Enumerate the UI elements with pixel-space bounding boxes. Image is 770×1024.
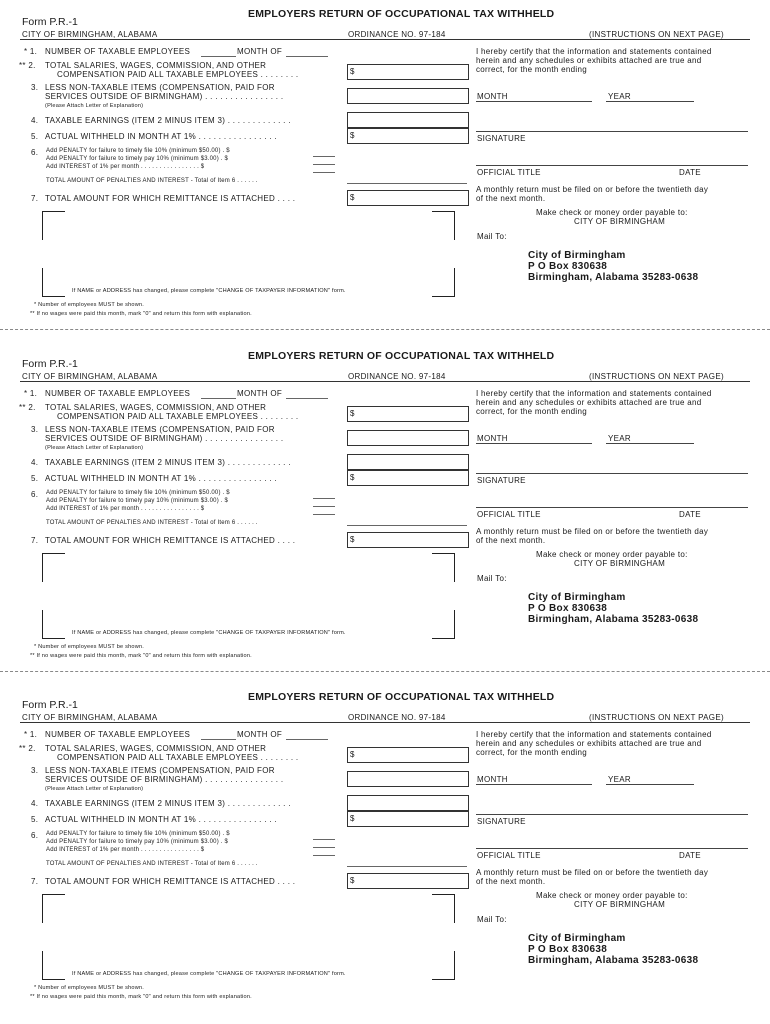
signature-label: SIGNATURE xyxy=(477,817,526,826)
item-2-marker: ** 2. xyxy=(19,403,36,412)
tax-return-form-copy-2 xyxy=(0,342,770,683)
item-2-marker: ** 2. xyxy=(19,744,36,753)
change-of-address-note: If NAME or ADDRESS has changed, please complete "CHANGE OF TAXPAYER INFORMATION" form. xyxy=(72,971,346,977)
certify-line2: herein and any schedules or exhibits attached are true and xyxy=(476,56,702,65)
item-5-amount-field[interactable] xyxy=(347,128,469,144)
address-window-corner-top-left xyxy=(42,211,65,240)
date-label: DATE xyxy=(679,168,701,177)
ordinance-number: ORDINANCE NO. 97-184 xyxy=(348,713,446,722)
month-label: MONTH xyxy=(477,92,508,101)
certify-line3: correct, for the month ending xyxy=(476,407,587,416)
item-3-note: (Please Attach Letter of Explanation) xyxy=(45,103,144,109)
employee-count-field[interactable] xyxy=(201,398,236,399)
item-2-label-line1: TOTAL SALARIES, WAGES, COMMISSION, AND OTHER xyxy=(45,61,267,70)
item-6-total-field[interactable] xyxy=(347,866,467,867)
item-3-amount-field[interactable] xyxy=(347,771,469,787)
item-5-marker: 5. xyxy=(31,132,39,141)
payable-to-line2: CITY OF BIRMINGHAM xyxy=(574,559,666,568)
monthly-filing-note-line1: A monthly return must be filed on or before the twentieth day xyxy=(476,185,709,194)
penalty-file-field[interactable] xyxy=(313,498,335,499)
item-1-marker: * 1. xyxy=(24,47,38,56)
item-7-marker: 7. xyxy=(31,194,39,203)
ordinance-number: ORDINANCE NO. 97-184 xyxy=(348,372,446,381)
item-3-marker: 3. xyxy=(31,83,39,92)
item-2-label-line1: TOTAL SALARIES, WAGES, COMMISSION, AND OTHER xyxy=(45,403,267,412)
penalty-file-field[interactable] xyxy=(313,839,335,840)
item-5-label: ACTUAL WITHHELD IN MONTH AT 1% . . . . . . . . . . . . . . . . xyxy=(45,474,277,483)
item-3-label-line1: LESS NON-TAXABLE ITEMS (COMPENSATION, PAID FOR xyxy=(45,766,275,775)
item-6-total-label: TOTAL AMOUNT OF PENALTIES AND INTEREST - Total of Item 6 . . . . . . xyxy=(46,861,258,867)
certify-line2: herein and any schedules or exhibits attached are true and xyxy=(476,739,702,748)
item-1-marker: * 1. xyxy=(24,730,38,739)
official-title-label: OFFICIAL TITLE xyxy=(477,168,541,177)
month-label: MONTH xyxy=(477,775,508,784)
item-2-label-line2: COMPENSATION PAID ALL TAXABLE EMPLOYEES . . . . . . . . xyxy=(57,412,299,421)
address-window-corner-bottom-left xyxy=(42,268,65,297)
penalty-file-field[interactable] xyxy=(313,156,335,157)
item-3-amount-field[interactable] xyxy=(347,88,469,104)
footnote-no-wages: ** If no wages were paid this month, mark "0" and return this form with explanation. xyxy=(30,994,252,1000)
penalty-pay-field[interactable] xyxy=(313,164,335,165)
mail-to-label: Mail To: xyxy=(477,915,507,924)
item-7-amount-field[interactable] xyxy=(347,873,469,889)
certify-line1: I hereby certify that the information and statements contained xyxy=(476,730,712,739)
item-6-penalty-file-label: Add PENALTY for failure to timely file 10% (minimum $50.00) . $ xyxy=(46,831,230,837)
city-line: CITY OF BIRMINGHAM, ALABAMA xyxy=(22,372,158,381)
signature-field[interactable] xyxy=(476,131,748,132)
item-4-marker: 4. xyxy=(31,458,39,467)
item-6-marker: 6. xyxy=(31,490,39,499)
header-rule xyxy=(20,381,750,382)
item-7-label: TOTAL AMOUNT FOR WHICH REMITTANCE IS ATTACHED . . . . xyxy=(45,536,296,545)
item-3-amount-field[interactable] xyxy=(347,430,469,446)
date-label: DATE xyxy=(679,510,701,519)
item-6-penalty-pay-label: Add PENALTY for failure to timely pay 10% (minimum $3.00) . $ xyxy=(46,839,229,845)
item-4-amount-field[interactable] xyxy=(347,454,469,470)
instructions-note: (INSTRUCTIONS ON NEXT PAGE) xyxy=(589,713,724,722)
monthly-filing-note-line2: of the next month. xyxy=(476,877,546,886)
year-field[interactable] xyxy=(606,784,694,785)
item-3-label-line2: SERVICES OUTSIDE OF BIRMINGHAM) . . . . . . . . . . . . . . . . xyxy=(45,92,284,101)
interest-field[interactable] xyxy=(313,172,335,173)
perforation-line xyxy=(0,329,770,330)
item-5-amount-field[interactable] xyxy=(347,470,469,486)
payable-to-line1: Make check or money order payable to: xyxy=(536,550,688,559)
dollar-sign: $ xyxy=(350,131,355,140)
footnote-employees: * Number of employees MUST be shown. xyxy=(34,302,145,308)
mail-address-line3: Birmingham, Alabama 35283-0638 xyxy=(528,614,699,625)
city-line: CITY OF BIRMINGHAM, ALABAMA xyxy=(22,30,158,39)
item-1-label: NUMBER OF TAXABLE EMPLOYEES xyxy=(45,730,191,739)
item-2-amount-field[interactable] xyxy=(347,64,469,80)
certify-line1: I hereby certify that the information and statements contained xyxy=(476,389,712,398)
item-2-label-line2: COMPENSATION PAID ALL TAXABLE EMPLOYEES . . . . . . . . xyxy=(57,753,299,762)
certify-line1: I hereby certify that the information and statements contained xyxy=(476,47,712,56)
item-1-marker: * 1. xyxy=(24,389,38,398)
item-3-label-line1: LESS NON-TAXABLE ITEMS (COMPENSATION, PAID FOR xyxy=(45,83,275,92)
item-6-total-label: TOTAL AMOUNT OF PENALTIES AND INTEREST - Total of Item 6 . . . . . . xyxy=(46,178,258,184)
month-field[interactable] xyxy=(476,784,592,785)
penalty-pay-field[interactable] xyxy=(313,506,335,507)
dollar-sign: $ xyxy=(350,814,355,823)
item-3-marker: 3. xyxy=(31,766,39,775)
item-2-amount-field[interactable] xyxy=(347,747,469,763)
payable-to-line1: Make check or money order payable to: xyxy=(536,208,688,217)
form-title: EMPLOYERS RETURN OF OCCUPATIONAL TAX WITHHELD xyxy=(248,350,555,362)
mail-address-line3: Birmingham, Alabama 35283-0638 xyxy=(528,955,699,966)
mail-address-line2: P O Box 830638 xyxy=(528,603,608,614)
interest-field[interactable] xyxy=(313,855,335,856)
item-2-label-line2: COMPENSATION PAID ALL TAXABLE EMPLOYEES . . . . . . . . xyxy=(57,70,299,79)
item-6-interest-label: Add INTEREST of 1% per month . . . . . . . . . . . . . . . . $ xyxy=(46,506,205,512)
item-3-label-line2: SERVICES OUTSIDE OF BIRMINGHAM) . . . . . . . . . . . . . . . . xyxy=(45,775,284,784)
instructions-note: (INSTRUCTIONS ON NEXT PAGE) xyxy=(589,372,724,381)
mail-address-line3: Birmingham, Alabama 35283-0638 xyxy=(528,272,699,283)
tax-return-form-copy-3 xyxy=(0,683,770,1024)
item-5-amount-field[interactable] xyxy=(347,811,469,827)
item-7-marker: 7. xyxy=(31,877,39,886)
item-7-amount-field[interactable] xyxy=(347,532,469,548)
signature-field[interactable] xyxy=(476,814,748,815)
year-label: YEAR xyxy=(608,92,631,101)
year-label: YEAR xyxy=(608,434,631,443)
item-6-penalty-pay-label: Add PENALTY for failure to timely pay 10% (minimum $3.00) . $ xyxy=(46,498,229,504)
year-field[interactable] xyxy=(606,443,694,444)
form-number-label: Form P.R.-1 xyxy=(22,358,78,370)
item-5-marker: 5. xyxy=(31,474,39,483)
tax-return-form-copy-1 xyxy=(0,0,770,341)
item-7-marker: 7. xyxy=(31,536,39,545)
item-4-marker: 4. xyxy=(31,116,39,125)
monthly-filing-note-line2: of the next month. xyxy=(476,536,546,545)
official-title-label: OFFICIAL TITLE xyxy=(477,510,541,519)
payable-to-line1: Make check or money order payable to: xyxy=(536,891,688,900)
address-window-corner-bottom-right xyxy=(432,268,455,297)
month-field[interactable] xyxy=(476,443,592,444)
dollar-sign: $ xyxy=(350,750,355,759)
form-title: EMPLOYERS RETURN OF OCCUPATIONAL TAX WITHHELD xyxy=(248,691,555,703)
footnote-employees: * Number of employees MUST be shown. xyxy=(34,985,145,991)
payable-to-line2: CITY OF BIRMINGHAM xyxy=(574,217,666,226)
month-of-field[interactable] xyxy=(286,398,328,399)
item-4-label: TAXABLE EARNINGS (ITEM 2 MINUS ITEM 3) . . . . . . . . . . . . . xyxy=(45,116,291,125)
mail-address-line2: P O Box 830638 xyxy=(528,944,608,955)
form-title: EMPLOYERS RETURN OF OCCUPATIONAL TAX WITHHELD xyxy=(248,8,555,20)
footnote-no-wages: ** If no wages were paid this month, mark "0" and return this form with explanation. xyxy=(30,653,252,659)
address-window-corner-bottom-left xyxy=(42,610,65,639)
certify-line3: correct, for the month ending xyxy=(476,65,587,74)
signature-label: SIGNATURE xyxy=(477,134,526,143)
mail-to-label: Mail To: xyxy=(477,574,507,583)
dollar-sign: $ xyxy=(350,876,355,885)
address-window-corner-top-right xyxy=(432,553,455,582)
certify-line3: correct, for the month ending xyxy=(476,748,587,757)
item-3-note: (Please Attach Letter of Explanation) xyxy=(45,445,144,451)
item-3-marker: 3. xyxy=(31,425,39,434)
item-1-month-label: MONTH OF xyxy=(237,730,283,739)
official-title-label: OFFICIAL TITLE xyxy=(477,851,541,860)
item-5-label: ACTUAL WITHHELD IN MONTH AT 1% . . . . . . . . . . . . . . . . xyxy=(45,132,277,141)
month-of-field[interactable] xyxy=(286,739,328,740)
header-rule xyxy=(20,39,750,40)
mail-address-line1: City of Birmingham xyxy=(528,592,626,603)
item-6-interest-label: Add INTEREST of 1% per month . . . . . . . . . . . . . . . . $ xyxy=(46,164,205,170)
employee-count-field[interactable] xyxy=(201,739,236,740)
year-field[interactable] xyxy=(606,101,694,102)
address-window-corner-bottom-right xyxy=(432,610,455,639)
item-3-note: (Please Attach Letter of Explanation) xyxy=(45,786,144,792)
item-6-penalty-file-label: Add PENALTY for failure to timely file 10% (minimum $50.00) . $ xyxy=(46,490,230,496)
address-window-corner-top-left xyxy=(42,553,65,582)
item-2-amount-field[interactable] xyxy=(347,406,469,422)
item-4-label: TAXABLE EARNINGS (ITEM 2 MINUS ITEM 3) . . . . . . . . . . . . . xyxy=(45,458,291,467)
item-1-month-label: MONTH OF xyxy=(237,389,283,398)
date-label: DATE xyxy=(679,851,701,860)
footnote-employees: * Number of employees MUST be shown. xyxy=(34,644,145,650)
employee-count-field[interactable] xyxy=(201,56,236,57)
footnote-no-wages: ** If no wages were paid this month, mark "0" and return this form with explanation. xyxy=(30,311,252,317)
item-6-penalty-pay-label: Add PENALTY for failure to timely pay 10% (minimum $3.00) . $ xyxy=(46,156,229,162)
item-4-label: TAXABLE EARNINGS (ITEM 2 MINUS ITEM 3) . . . . . . . . . . . . . xyxy=(45,799,291,808)
monthly-filing-note-line1: A monthly return must be filed on or before the twentieth day xyxy=(476,868,709,877)
item-6-interest-label: Add INTEREST of 1% per month . . . . . . . . . . . . . . . . $ xyxy=(46,847,205,853)
address-window-corner-top-left xyxy=(42,894,65,923)
address-window-corner-top-right xyxy=(432,211,455,240)
change-of-address-note: If NAME or ADDRESS has changed, please complete "CHANGE OF TAXPAYER INFORMATION" form. xyxy=(72,630,346,636)
form-number-label: Form P.R.-1 xyxy=(22,699,78,711)
dollar-sign: $ xyxy=(350,409,355,418)
month-of-field[interactable] xyxy=(286,56,328,57)
item-6-marker: 6. xyxy=(31,148,39,157)
city-line: CITY OF BIRMINGHAM, ALABAMA xyxy=(22,713,158,722)
official-title-field[interactable] xyxy=(476,507,748,508)
item-6-marker: 6. xyxy=(31,831,39,840)
item-5-marker: 5. xyxy=(31,815,39,824)
dollar-sign: $ xyxy=(350,535,355,544)
item-7-amount-field[interactable] xyxy=(347,190,469,206)
item-1-label: NUMBER OF TAXABLE EMPLOYEES xyxy=(45,389,191,398)
item-1-label: NUMBER OF TAXABLE EMPLOYEES xyxy=(45,47,191,56)
dollar-sign: $ xyxy=(350,473,355,482)
item-2-label-line1: TOTAL SALARIES, WAGES, COMMISSION, AND OTHER xyxy=(45,744,267,753)
form-number-label: Form P.R.-1 xyxy=(22,16,78,28)
monthly-filing-note-line1: A monthly return must be filed on or before the twentieth day xyxy=(476,527,709,536)
dollar-sign: $ xyxy=(350,193,355,202)
item-3-label-line2: SERVICES OUTSIDE OF BIRMINGHAM) . . . . . . . . . . . . . . . . xyxy=(45,434,284,443)
month-label: MONTH xyxy=(477,434,508,443)
year-label: YEAR xyxy=(608,775,631,784)
mail-address-line2: P O Box 830638 xyxy=(528,261,608,272)
item-4-marker: 4. xyxy=(31,799,39,808)
perforation-line xyxy=(0,671,770,672)
item-4-amount-field[interactable] xyxy=(347,112,469,128)
address-window-corner-top-right xyxy=(432,894,455,923)
penalty-pay-field[interactable] xyxy=(313,847,335,848)
certify-line2: herein and any schedules or exhibits attached are true and xyxy=(476,398,702,407)
official-title-field[interactable] xyxy=(476,848,748,849)
header-rule xyxy=(20,722,750,723)
item-6-total-label: TOTAL AMOUNT OF PENALTIES AND INTEREST - Total of Item 6 . . . . . . xyxy=(46,520,258,526)
dollar-sign: $ xyxy=(350,67,355,76)
item-7-label: TOTAL AMOUNT FOR WHICH REMITTANCE IS ATTACHED . . . . xyxy=(45,194,296,203)
signature-field[interactable] xyxy=(476,473,748,474)
item-4-amount-field[interactable] xyxy=(347,795,469,811)
address-window-corner-bottom-left xyxy=(42,951,65,980)
item-3-label-line1: LESS NON-TAXABLE ITEMS (COMPENSATION, PAID FOR xyxy=(45,425,275,434)
item-6-total-field[interactable] xyxy=(347,525,467,526)
item-7-label: TOTAL AMOUNT FOR WHICH REMITTANCE IS ATTACHED . . . . xyxy=(45,877,296,886)
payable-to-line2: CITY OF BIRMINGHAM xyxy=(574,900,666,909)
mail-to-label: Mail To: xyxy=(477,232,507,241)
mail-address-line1: City of Birmingham xyxy=(528,933,626,944)
item-2-marker: ** 2. xyxy=(19,61,36,70)
mail-address-line1: City of Birmingham xyxy=(528,250,626,261)
official-title-field[interactable] xyxy=(476,165,748,166)
item-6-penalty-file-label: Add PENALTY for failure to timely file 10% (minimum $50.00) . $ xyxy=(46,148,230,154)
item-1-month-label: MONTH OF xyxy=(237,47,283,56)
monthly-filing-note-line2: of the next month. xyxy=(476,194,546,203)
ordinance-number: ORDINANCE NO. 97-184 xyxy=(348,30,446,39)
item-5-label: ACTUAL WITHHELD IN MONTH AT 1% . . . . . . . . . . . . . . . . xyxy=(45,815,277,824)
item-6-total-field[interactable] xyxy=(347,183,467,184)
change-of-address-note: If NAME or ADDRESS has changed, please complete "CHANGE OF TAXPAYER INFORMATION" form. xyxy=(72,288,346,294)
address-window-corner-bottom-right xyxy=(432,951,455,980)
interest-field[interactable] xyxy=(313,514,335,515)
signature-label: SIGNATURE xyxy=(477,476,526,485)
month-field[interactable] xyxy=(476,101,592,102)
instructions-note: (INSTRUCTIONS ON NEXT PAGE) xyxy=(589,30,724,39)
